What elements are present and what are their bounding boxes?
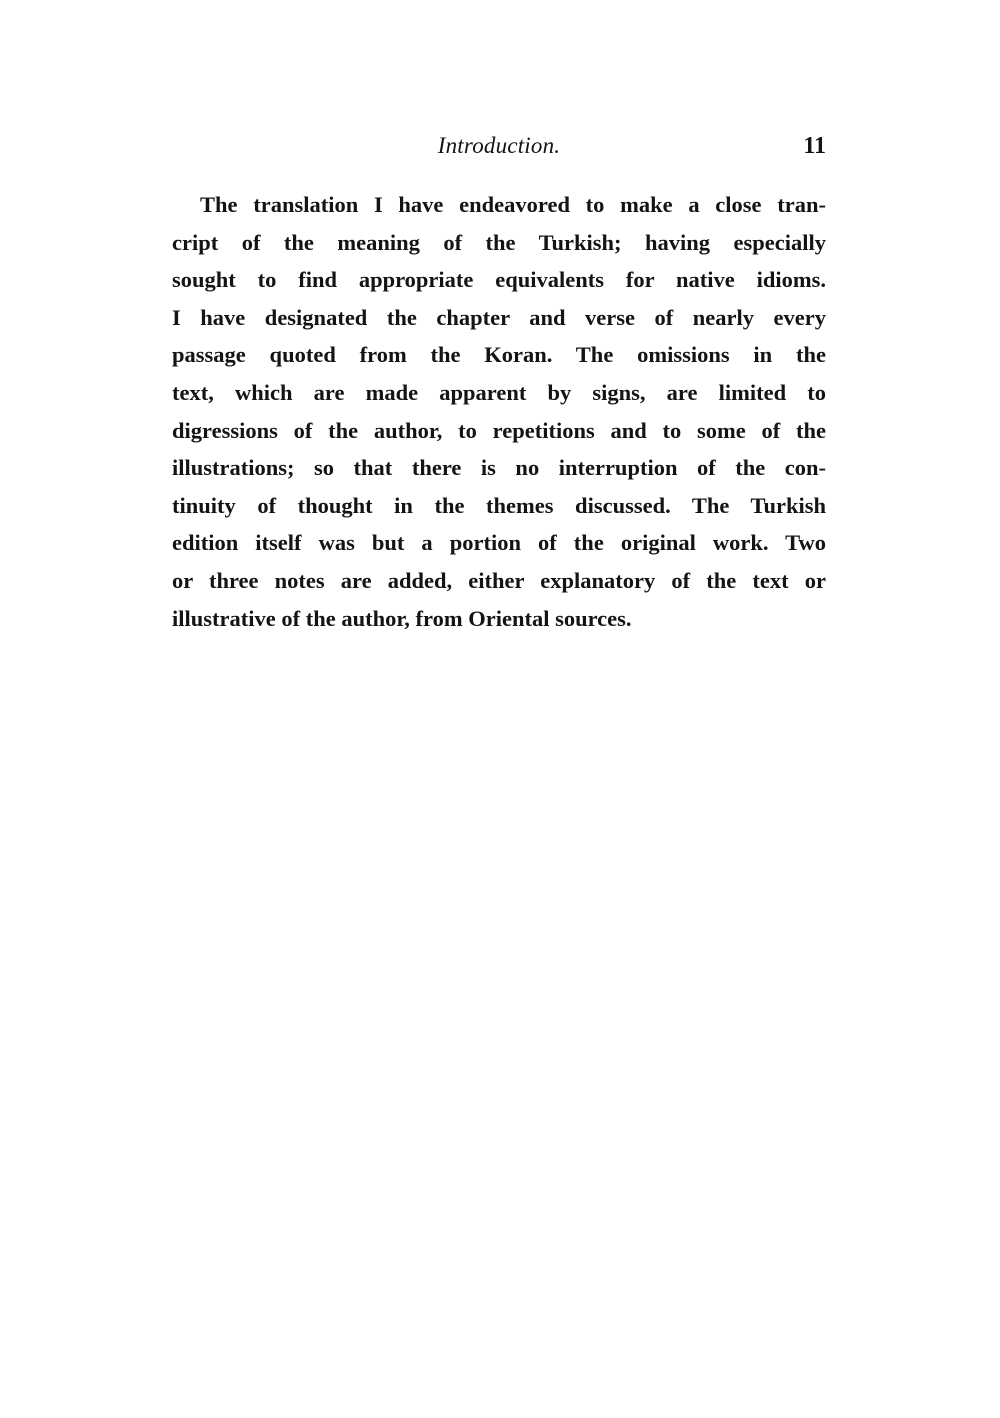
body-paragraph — [172, 186, 826, 637]
paragraph-line: illustrative of the author, from Oriental sources. — [172, 605, 632, 631]
running-title: Introduction. — [437, 133, 561, 158]
paragraph-line: I have designated the chapter and verse of nearly every — [172, 304, 826, 330]
paragraph-line: sought to find appropriate equivalents for native idioms. — [172, 267, 826, 293]
paragraph-line: text, which are made apparent by signs, are limited to — [172, 379, 826, 405]
paragraph-line: or three notes are added, either explanatory of the text or — [172, 567, 826, 593]
paragraph-line: edition itself was but a portion of the original work. Two — [172, 530, 826, 556]
paragraph-line: digressions of the author, to repetitions and to some of the — [172, 417, 826, 443]
running-head — [172, 128, 826, 164]
paragraph-line: tinuity of thought in the themes discussed. The Turkish — [172, 492, 826, 518]
paragraph-line: The translation I have endeavored to make a close tran- — [200, 192, 826, 217]
paragraph-line: illustrations; so that there is no interruption of the con- — [172, 455, 826, 481]
paragraph-line: passage quoted from the Koran. The omissions in the — [172, 342, 826, 368]
paragraph-line: cript of the meaning of the Turkish; having especially — [172, 229, 826, 255]
page-number: 11 — [803, 133, 826, 159]
